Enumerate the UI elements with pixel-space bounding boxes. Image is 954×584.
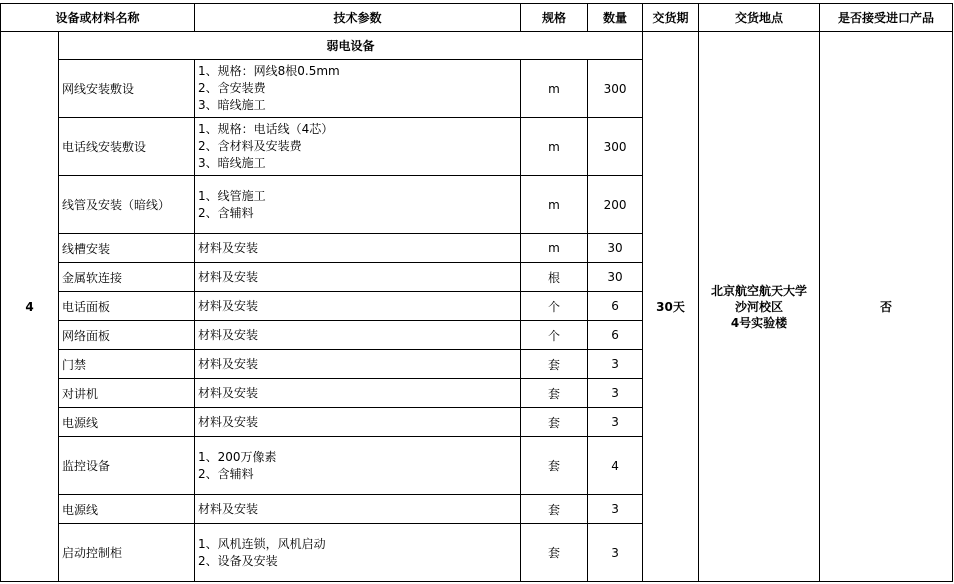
- item-name: 监控设备: [59, 437, 195, 495]
- item-spec: 材料及安装: [195, 495, 521, 524]
- item-qty: 3: [588, 524, 643, 582]
- item-spec: 1、线管施工 2、含辅料: [195, 176, 521, 234]
- item-spec: 1、规格：网线8根0.5mm 2、含安装费 3、暗线施工: [195, 60, 521, 118]
- item-spec: 材料及安装: [195, 408, 521, 437]
- item-name: 金属软连接: [59, 263, 195, 292]
- item-unit: m: [521, 118, 588, 176]
- row-number: 4: [1, 32, 59, 582]
- header-qty: 数量: [588, 4, 643, 32]
- item-name: 电话线安装敷设: [59, 118, 195, 176]
- item-qty: 200: [588, 176, 643, 234]
- item-spec: 材料及安装: [195, 263, 521, 292]
- item-spec: 材料及安装: [195, 321, 521, 350]
- item-qty: 30: [588, 234, 643, 263]
- header-delivery-period: 交货期: [643, 4, 699, 32]
- item-unit: 套: [521, 379, 588, 408]
- item-name: 线管及安装（暗线）: [59, 176, 195, 234]
- header-import: 是否接受进口产品: [820, 4, 953, 32]
- item-unit: m: [521, 60, 588, 118]
- section-row: [1, 32, 953, 60]
- equipment-table: [0, 3, 953, 582]
- delivery-period: 30天: [643, 32, 699, 582]
- item-name: 电话面板: [59, 292, 195, 321]
- item-name: 启动控制柜: [59, 524, 195, 582]
- item-spec: 材料及安装: [195, 234, 521, 263]
- header-row: [1, 4, 953, 32]
- item-qty: 6: [588, 321, 643, 350]
- item-name: 门禁: [59, 350, 195, 379]
- item-name: 网线安装敷设: [59, 60, 195, 118]
- header-unit: 规格: [521, 4, 588, 32]
- item-qty: 30: [588, 263, 643, 292]
- item-spec: 1、规格：电话线（4芯） 2、含材料及安装费 3、暗线施工: [195, 118, 521, 176]
- item-spec: 1、200万像素 2、含辅料: [195, 437, 521, 495]
- item-unit: 套: [521, 495, 588, 524]
- header-delivery-place: 交货地点: [699, 4, 820, 32]
- item-qty: 4: [588, 437, 643, 495]
- item-unit: 套: [521, 524, 588, 582]
- item-qty: 3: [588, 408, 643, 437]
- item-spec: 1、风机连锁，风机启动 2、设备及安装: [195, 524, 521, 582]
- item-qty: 3: [588, 350, 643, 379]
- item-qty: 3: [588, 379, 643, 408]
- item-qty: 300: [588, 60, 643, 118]
- item-spec: 材料及安装: [195, 292, 521, 321]
- item-unit: m: [521, 234, 588, 263]
- item-name: 电源线: [59, 408, 195, 437]
- item-name: 线槽安装: [59, 234, 195, 263]
- item-spec: 材料及安装: [195, 379, 521, 408]
- item-name: 电源线: [59, 495, 195, 524]
- item-name: 网络面板: [59, 321, 195, 350]
- item-unit: 套: [521, 437, 588, 495]
- import-answer: 否: [820, 32, 953, 582]
- item-qty: 6: [588, 292, 643, 321]
- item-unit: 个: [521, 292, 588, 321]
- item-unit: m: [521, 176, 588, 234]
- item-qty: 3: [588, 495, 643, 524]
- item-unit: 根: [521, 263, 588, 292]
- item-unit: 套: [521, 350, 588, 379]
- header-tech: 技术参数: [195, 4, 521, 32]
- item-unit: 个: [521, 321, 588, 350]
- delivery-place: 北京航空航天大学 沙河校区 4号实验楼: [699, 32, 820, 582]
- item-unit: 套: [521, 408, 588, 437]
- section-title: 弱电设备: [59, 32, 643, 60]
- header-name: 设备或材料名称: [1, 4, 195, 32]
- item-name: 对讲机: [59, 379, 195, 408]
- item-spec: 材料及安装: [195, 350, 521, 379]
- item-qty: 300: [588, 118, 643, 176]
